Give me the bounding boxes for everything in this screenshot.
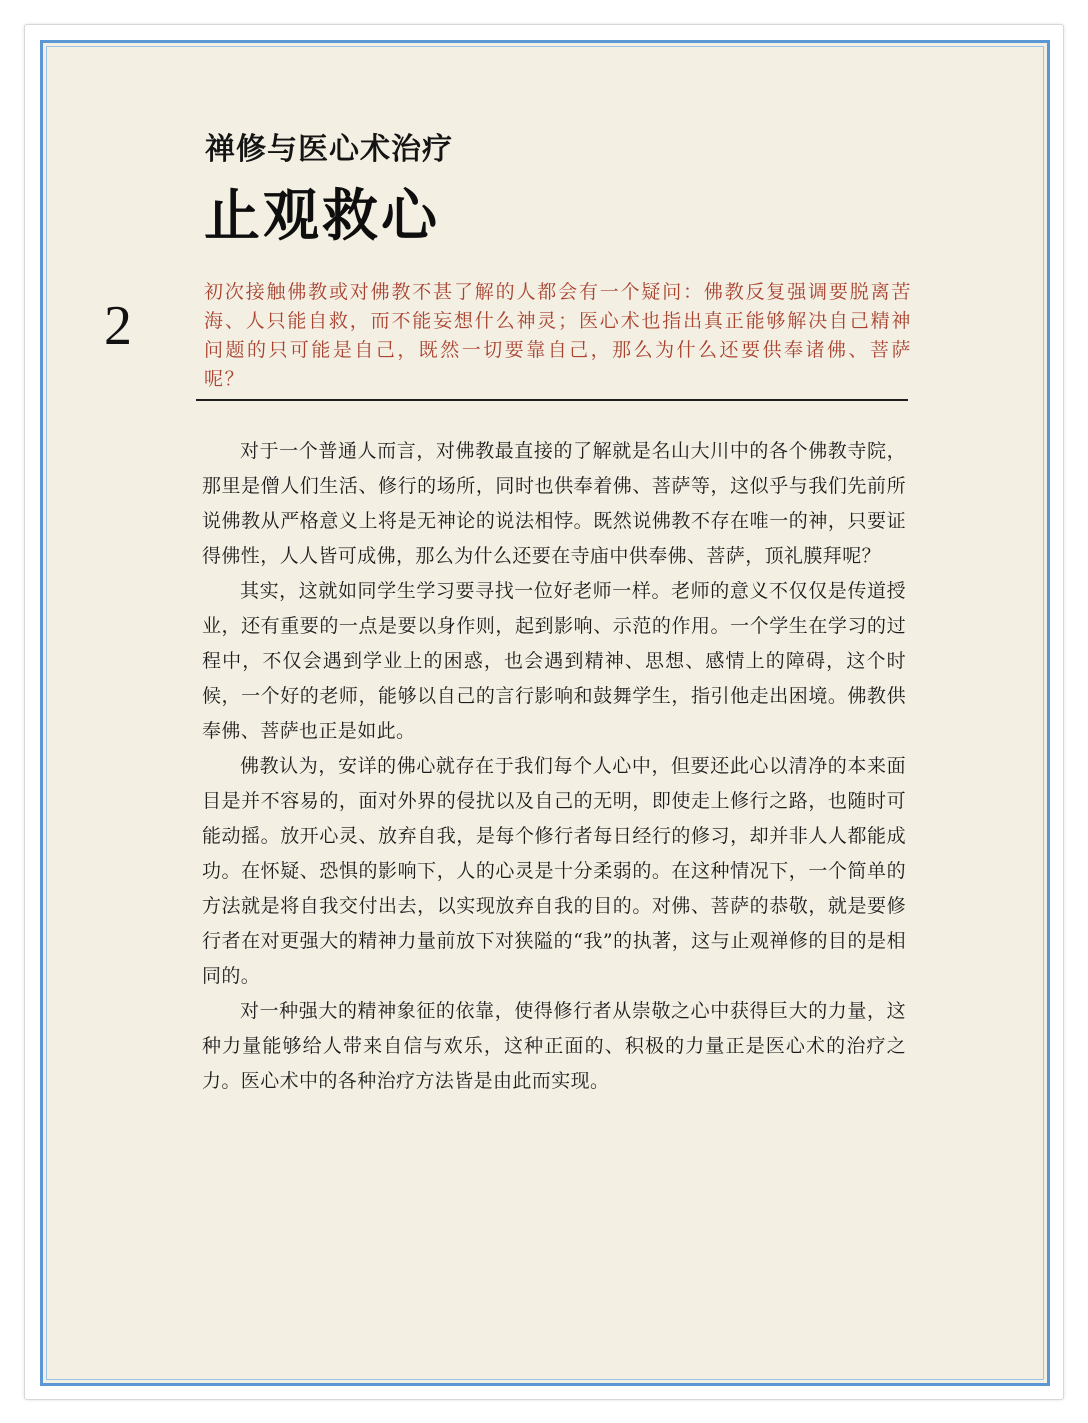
chapter-subtitle: 禅修与医心术治疗	[205, 132, 453, 167]
body-paragraph-1: 对于一个普通人而言，对佛教最直接的了解就是名山大川中的各个佛教寺院，那里是僧人们生活、修行的场所，同时也供奉着佛、菩萨等，这似乎与我们先前所说佛教从严格意义上将是无神论的说法相悖。既然说佛教不存在唯一的神，只要证得佛性，人人皆可成佛，那么为什么还要在寺庙中供奉佛、菩萨，顶礼膜拜呢？	[202, 440, 906, 567]
body-text	[202, 434, 906, 1099]
body-paragraph-3: 佛教认为，安详的佛心就存在于我们每个人心中，但要还此心以清净的本来面目是并不容易的，面对外界的侵扰以及自己的无明，即使走上修行之路，也随时可能动摇。放开心灵、放弃自我，是每个修行者每日经行的修习，却并非人人都能成功。在怀疑、恐惧的影响下，人的心灵是十分柔弱的。在这种情况下，一个简单的方法就是将自我交付出去，以实现放弃自我的目的。对佛、菩萨的恭敬，就是要修行者在对更强大的精神力量前放下对狭隘的“我”的执著，这与止观禅修的目的是相同的。	[202, 755, 906, 987]
intro-paragraph: 初次接触佛教或对佛教不甚了解的人都会有一个疑问：佛教反复强调要脱离苦海、人只能自救，而不能妄想什么神灵；医心术也指出真正能够解决自己精神问题的只可能是自己，既然一切要靠自己，那么为什么还要供奉诸佛、菩萨呢？	[204, 281, 912, 390]
body-paragraph-4: 对一种强大的精神象征的依靠，使得修行者从崇敬之心中获得巨大的力量，这种力量能够给人带来自信与欢乐，这种正面的、积极的力量正是医心术的治疗之力。医心术中的各种治疗方法皆是由此而实现。	[202, 1000, 906, 1092]
section-divider	[196, 399, 908, 401]
body-paragraph-2: 其实，这就如同学生学习要寻找一位好老师一样。老师的意义不仅仅是传道授业，还有重要的一点是要以身作则，起到影响、示范的作用。一个学生在学习的过程中，不仅会遇到学业上的困惑，也会遇到精神、思想、感情上的障碍，这个时候，一个好的老师，能够以自己的言行影响和鼓舞学生，指引他走出困境。佛教供奉佛、菩萨也正是如此。	[202, 580, 906, 742]
chapter-title: 止观救心	[204, 183, 440, 249]
page-number: 2	[104, 295, 132, 357]
